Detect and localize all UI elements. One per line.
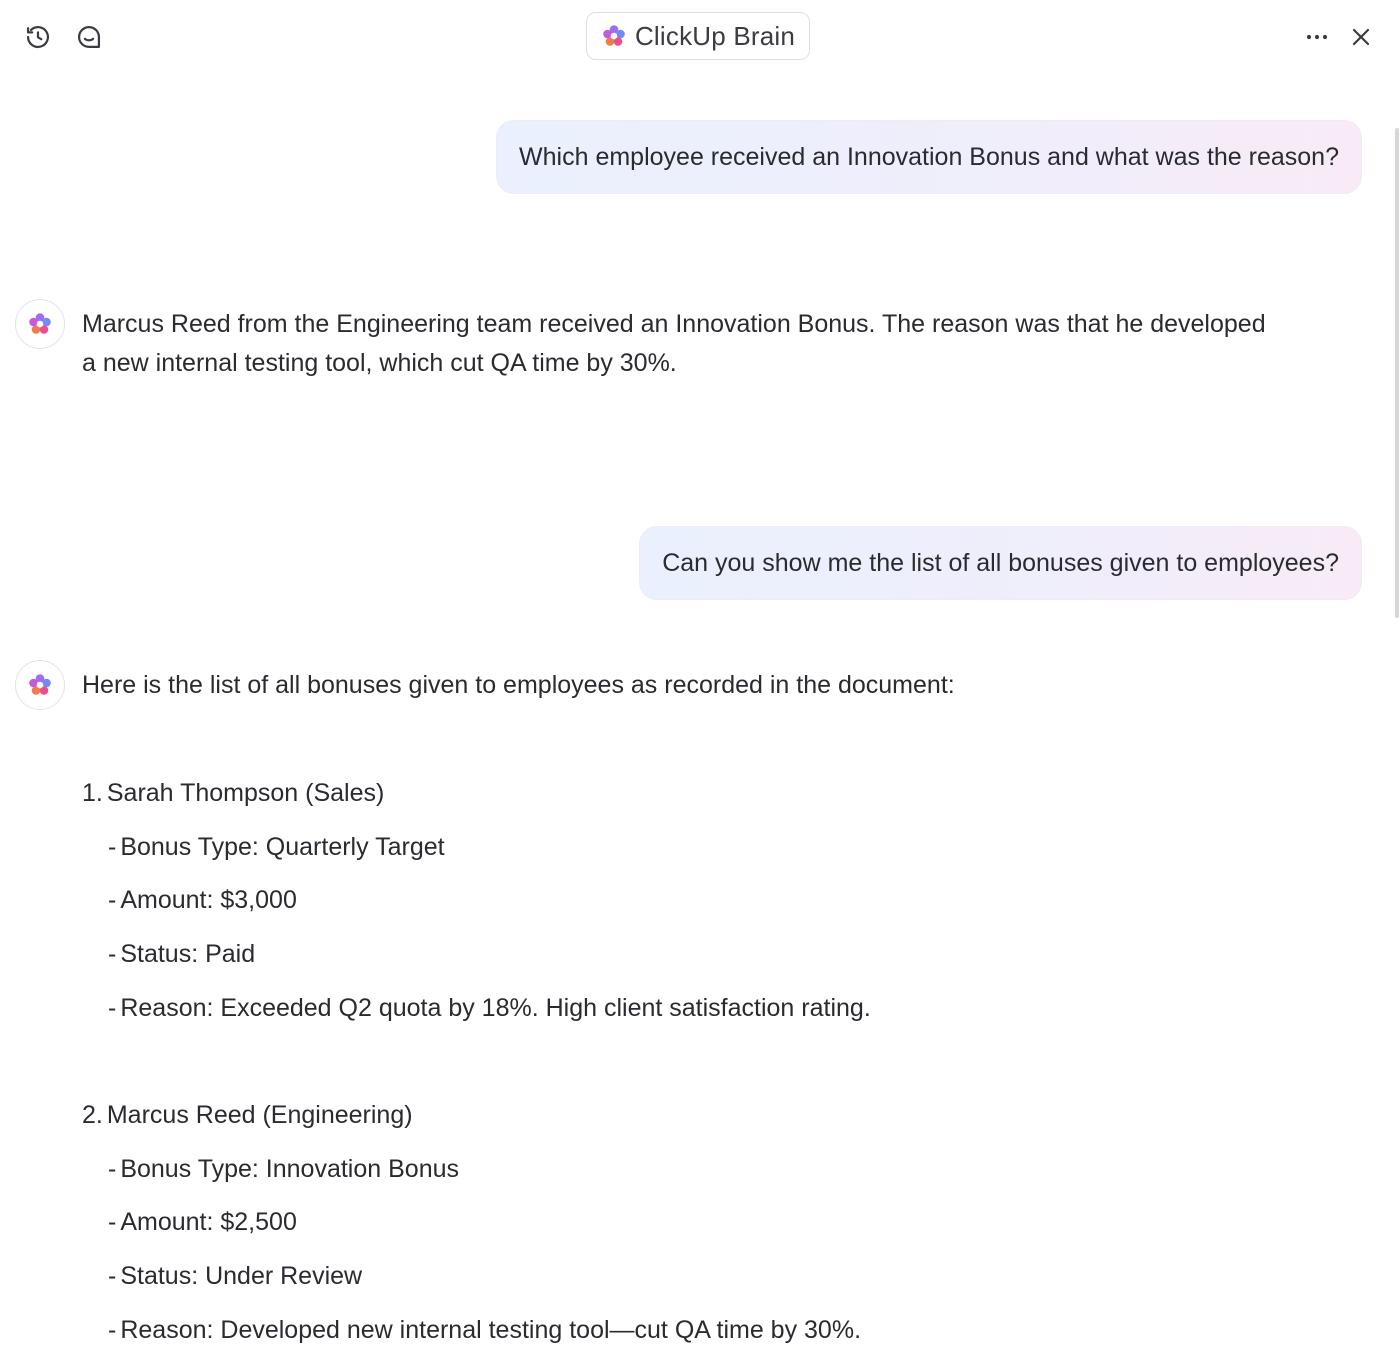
dash: -	[108, 886, 117, 914]
ai-message-line: Marcus Reed from the Engineering team received an Innovation Bonus. The reason was that he developed	[82, 310, 1266, 338]
bonus-detail	[108, 1154, 459, 1184]
app-title: ClickUp Brain	[634, 20, 796, 51]
bonus-amount: Amount: $3,000	[120, 886, 297, 914]
bonus-detail	[108, 939, 255, 969]
bonus-status: Status: Paid	[120, 940, 256, 968]
dash: -	[108, 994, 117, 1022]
list-number: 2.	[82, 1101, 103, 1129]
ai-message	[82, 305, 1372, 383]
dash: -	[108, 940, 117, 968]
user-message: Which employee received an Innovation Bonus and what was the reason?	[496, 120, 1362, 194]
header-bar	[0, 0, 1400, 75]
bonus-detail	[108, 832, 445, 862]
bonus-detail	[108, 1315, 861, 1345]
bonus-detail	[108, 1261, 362, 1291]
close-icon[interactable]	[1344, 20, 1378, 54]
dash: -	[108, 1155, 117, 1183]
bonus-reason: Reason: Exceeded Q2 quota by 18%. High client satisfaction rating.	[120, 994, 871, 1022]
bonus-employee: Sarah Thompson (Sales)	[106, 779, 385, 807]
list-number: 1.	[82, 779, 103, 807]
bonus-amount: Amount: $2,500	[120, 1208, 297, 1236]
bonus-detail	[108, 993, 871, 1023]
bonus-reason: Reason: Developed new internal testing tool—cut QA time by 30%.	[120, 1316, 862, 1344]
bonus-status: Status: Under Review	[120, 1262, 363, 1290]
dash: -	[108, 1316, 117, 1344]
ai-avatar	[15, 660, 65, 710]
bonus-type: Bonus Type: Quarterly Target	[120, 833, 445, 861]
dash: -	[108, 1262, 117, 1290]
bonus-name	[82, 1100, 413, 1130]
bonus-detail	[108, 885, 297, 915]
ai-message-line: a new internal testing tool, which cut QA time by 30%.	[82, 349, 677, 377]
history-icon[interactable]	[21, 20, 55, 54]
bonus-name	[82, 778, 384, 808]
brain-logo-icon	[27, 672, 53, 698]
dash: -	[108, 833, 117, 861]
user-message: Can you show me the list of all bonuses given to employees?	[639, 526, 1362, 600]
bonus-employee: Marcus Reed (Engineering)	[106, 1101, 413, 1129]
brain-logo-icon	[27, 311, 53, 337]
bonus-type: Bonus Type: Innovation Bonus	[120, 1155, 459, 1183]
title-pill[interactable]	[586, 12, 810, 60]
dash: -	[108, 1208, 117, 1236]
clickup-brain-logo-icon	[601, 23, 627, 49]
scrollbar[interactable]	[1395, 128, 1399, 618]
more-icon[interactable]	[1300, 20, 1334, 54]
bonus-detail	[108, 1207, 297, 1237]
ai-message-intro: Here is the list of all bonuses given to employees as recorded in the document:	[82, 671, 955, 699]
new-chat-icon[interactable]	[72, 20, 106, 54]
ai-avatar	[15, 299, 65, 349]
